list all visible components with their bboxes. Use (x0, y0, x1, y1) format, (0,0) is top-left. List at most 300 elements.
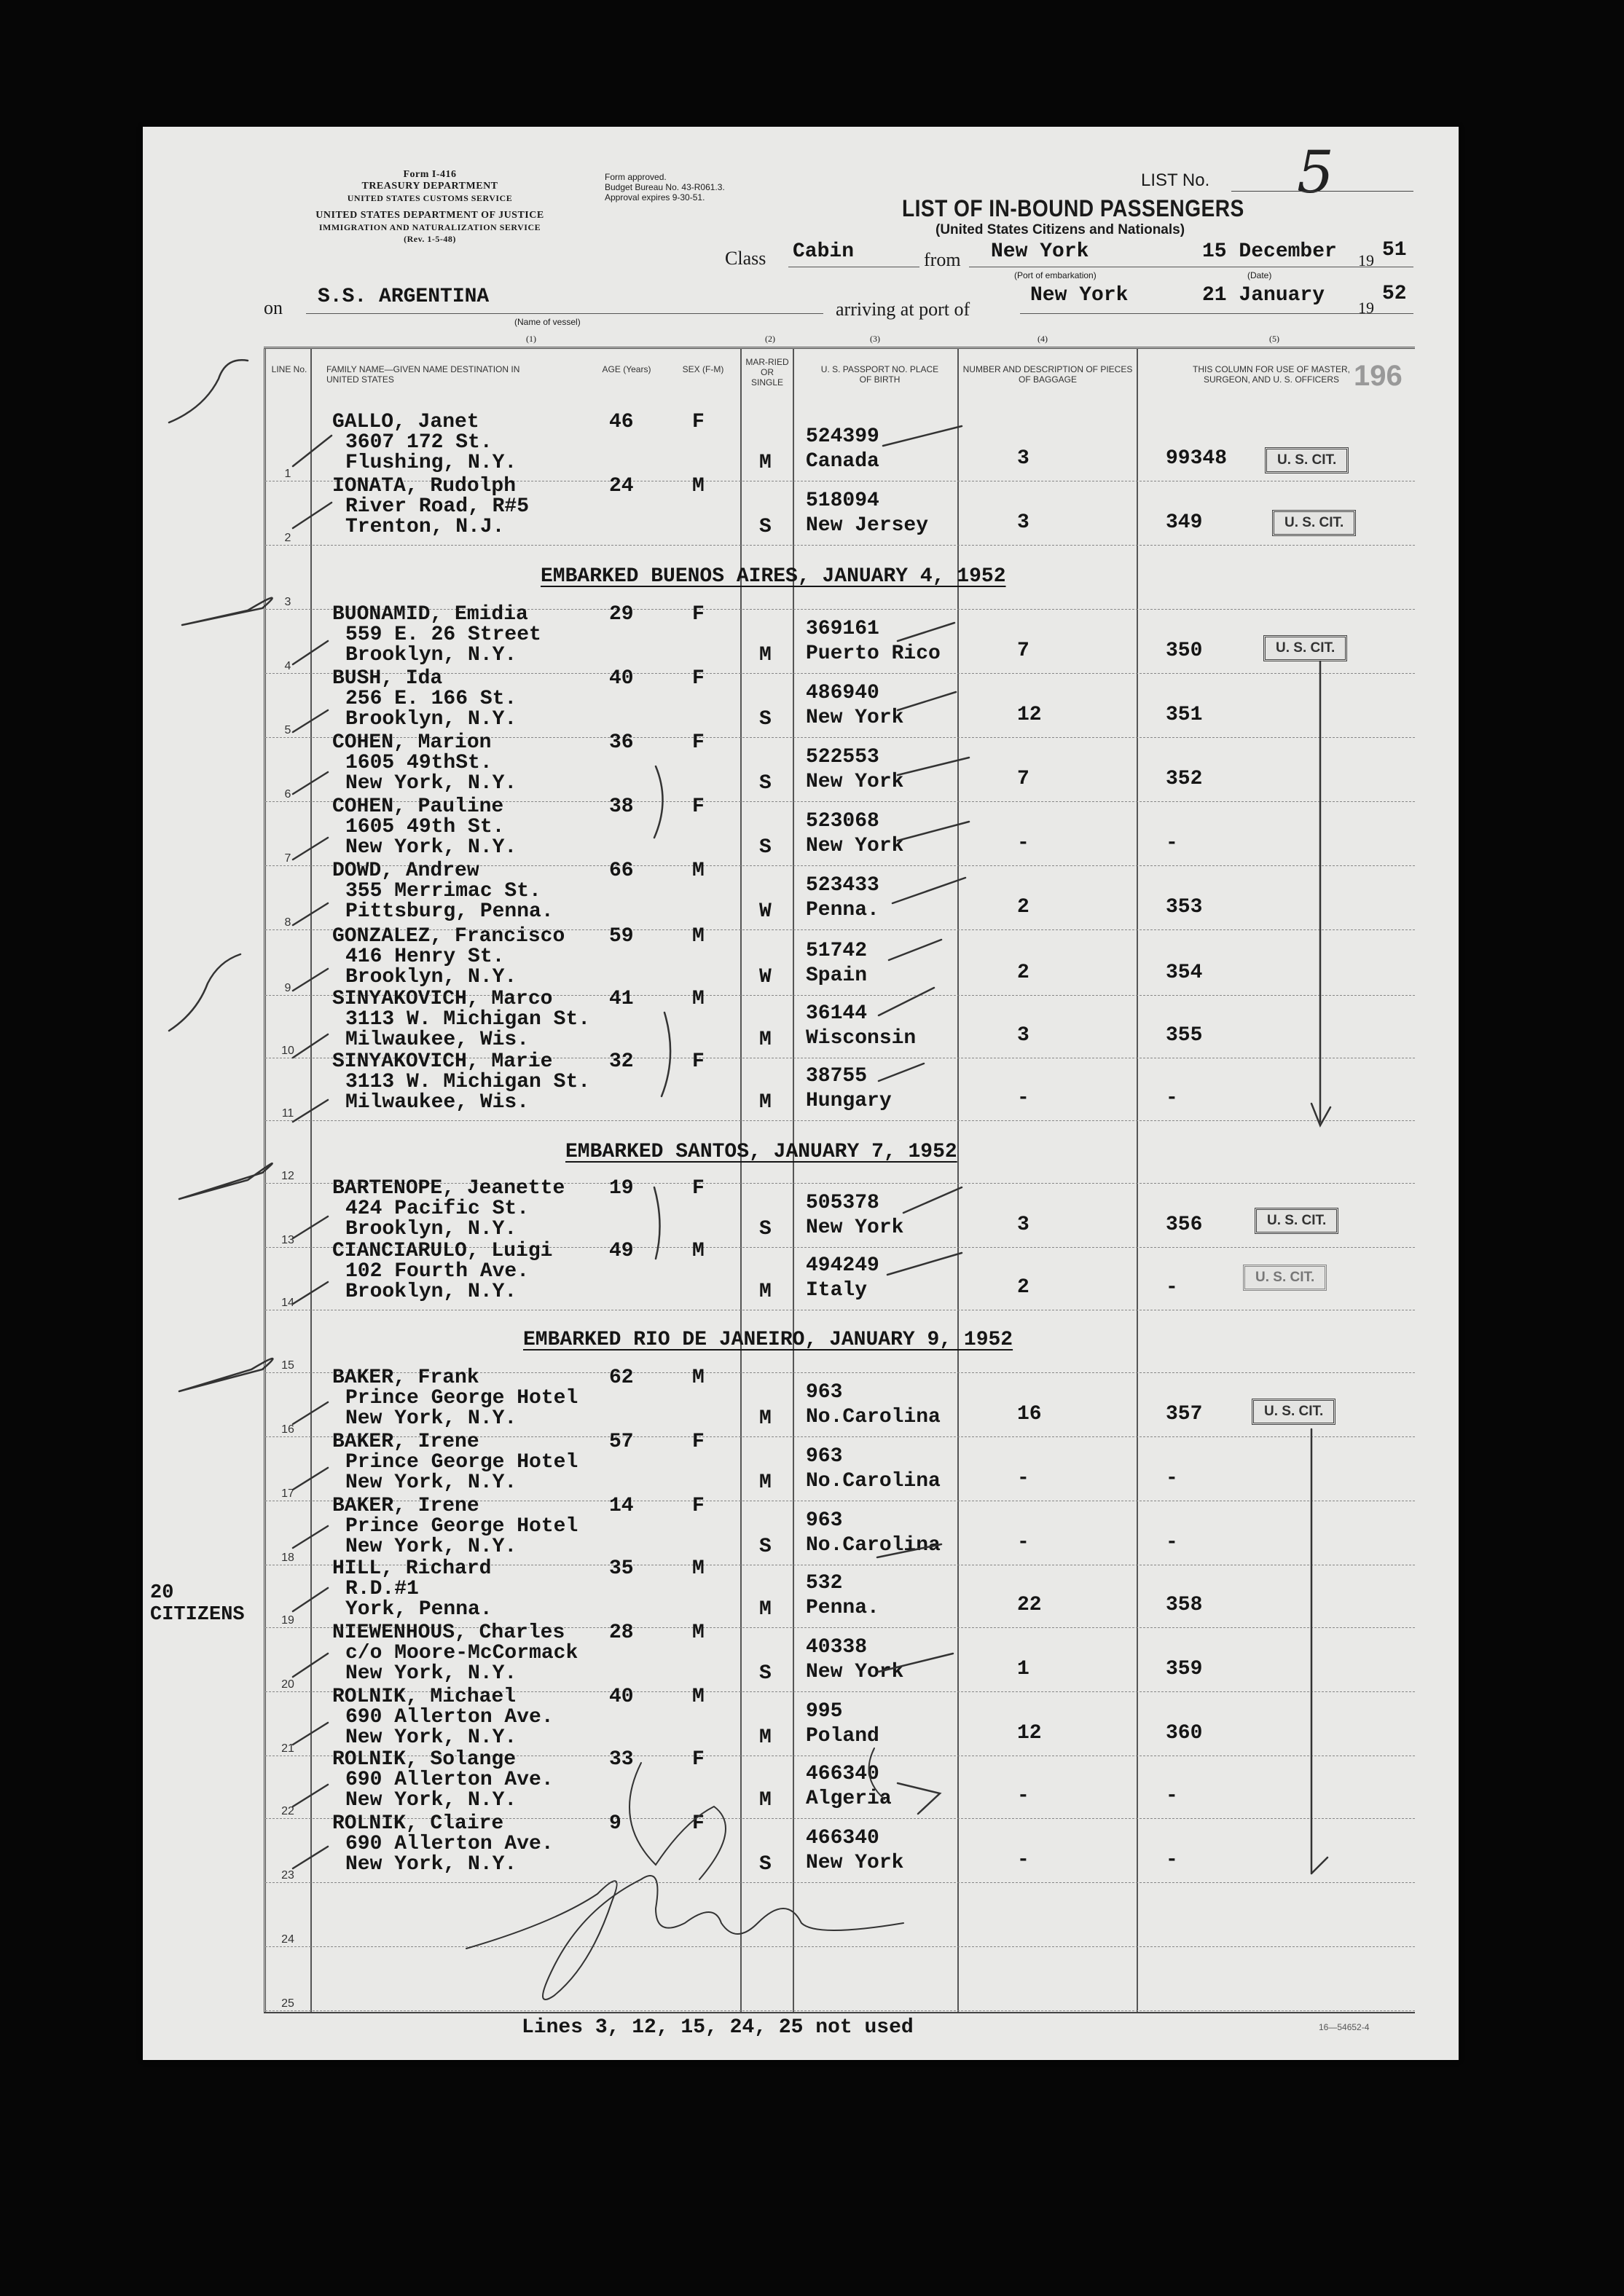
margin-slash (293, 1588, 328, 1745)
officer-number: 354 (1166, 962, 1203, 984)
birth-place: Italy (806, 1279, 868, 1302)
passenger-sex: M (692, 925, 705, 948)
passenger-age: 66 (609, 860, 634, 882)
margin-slash (293, 1785, 328, 1868)
passport-number: 51742 (806, 940, 868, 962)
passport-number: 522553 (806, 746, 879, 768)
birth-place: Canada (806, 450, 879, 473)
us-citizen-stamp: U. S. CIT. (1272, 510, 1356, 536)
passenger-age: 46 (609, 411, 634, 433)
birth-place: Hungary (806, 1090, 892, 1112)
line-number: 10 (281, 1045, 294, 1057)
budget-number: Budget Bureau No. 43-R061.3. (605, 182, 725, 192)
passenger-sex: F (692, 1431, 705, 1453)
baggage-count: 12 (1017, 1722, 1042, 1745)
bracket (654, 766, 663, 838)
arriving-label: arriving at port of (836, 299, 970, 320)
passenger-city: Flushing, N.Y. (345, 452, 517, 474)
passenger-street: 256 E. 166 St. (345, 688, 517, 710)
passenger-age: 19 (609, 1177, 634, 1200)
passenger-street: 1605 49th St. (345, 816, 505, 838)
passenger-street: 416 Henry St. (345, 945, 505, 968)
line-number: 2 (284, 532, 291, 544)
from-label: from (924, 249, 961, 270)
col-age-text: AGE (Years) (602, 364, 651, 374)
birth-place: Wisconsin (806, 1027, 917, 1050)
passenger-street: River Road, R#5 (345, 495, 530, 518)
passenger-name: COHEN, Pauline (332, 795, 504, 818)
passenger-sex: F (692, 1812, 705, 1835)
passenger-city: Brooklyn, N.Y. (345, 644, 517, 667)
passenger-city: New York, N.Y. (345, 772, 517, 795)
margin-squiggle (169, 360, 248, 422)
col-line-no: LINE No. (271, 364, 307, 374)
us-citizen-stamp: U. S. CIT. (1252, 1399, 1335, 1425)
passenger-name: BAKER, Irene (332, 1431, 479, 1453)
passenger-city: New York, N.Y. (345, 1853, 517, 1876)
class-label: Class (725, 248, 766, 269)
line-number: 22 (281, 1805, 294, 1817)
passenger-age: 29 (609, 603, 634, 626)
passport-number: 963 (806, 1445, 843, 1468)
passenger-street: 102 Fourth Ave. (345, 1260, 530, 1283)
passenger-city: Brooklyn, N.Y. (345, 966, 517, 988)
baggage-count: 7 (1017, 768, 1029, 790)
passenger-age: 32 (609, 1050, 634, 1073)
margin-slash (293, 1402, 328, 1548)
class-value: Cabin (793, 240, 855, 263)
passenger-marital-status: W (759, 900, 772, 923)
date-caption: (Date) (1247, 270, 1272, 280)
passenger-name: IONATA, Rudolph (332, 475, 517, 498)
birth-place: Penna. (806, 899, 879, 921)
passenger-marital-status: S (759, 1536, 772, 1558)
passenger-city: New York, N.Y. (345, 1471, 517, 1494)
line-number: 5 (284, 724, 291, 736)
passenger-city: Milwaukee, Wis. (345, 1091, 530, 1114)
passenger-marital-status: M (759, 1726, 772, 1749)
officers-number-stamp: 196 (1354, 360, 1403, 392)
passenger-age: 59 (609, 925, 634, 948)
bracket (654, 1187, 660, 1259)
baggage-count: 2 (1017, 1276, 1029, 1299)
baggage-count: - (1017, 1531, 1029, 1554)
passenger-marital-status: S (759, 1662, 772, 1685)
passenger-name: SINYAKOVICH, Marie (332, 1050, 553, 1073)
passenger-sex: M (692, 1367, 705, 1389)
margin-slash (293, 903, 328, 991)
bracket (662, 1013, 670, 1096)
margin-slash (293, 641, 328, 732)
passport-number: 524399 (806, 425, 879, 448)
officer-number: 350 (1166, 640, 1203, 662)
officer-number: 349 (1166, 511, 1203, 534)
print-code: 16—54652-4 (1319, 2022, 1370, 2032)
passenger-sex: F (692, 1177, 705, 1200)
column-number-3: (3) (870, 334, 880, 344)
signature (869, 1748, 884, 1799)
passenger-marital-status: M (759, 1029, 772, 1051)
passenger-city: New York, N.Y. (345, 1536, 517, 1558)
passenger-name: CIANCIARULO, Luigi (332, 1240, 553, 1262)
passenger-sex: M (692, 1557, 705, 1580)
passenger-street: R.D.#1 (345, 1578, 419, 1600)
passenger-street: 690 Allerton Ave. (345, 1833, 554, 1855)
passenger-sex: F (692, 1050, 705, 1073)
passenger-name: BAKER, Frank (332, 1367, 479, 1389)
col-name: FAMILY NAME—GIVEN NAME DESTINATION IN UNITED STATES (326, 364, 520, 385)
passport-number: 36144 (806, 1002, 868, 1025)
passenger-name: HILL, Richard (332, 1557, 492, 1580)
passenger-street: 559 E. 26 Street (345, 624, 541, 646)
passenger-name: SINYAKOVICH, Marco (332, 988, 553, 1010)
page-subtitle: (United States Citizens and Nationals) (935, 222, 1185, 237)
officer-number: - (1166, 1849, 1178, 1871)
passenger-street: c/o Moore-McCormack (345, 1642, 578, 1664)
passenger-marital-status: S (759, 1218, 772, 1241)
passenger-sex: M (692, 860, 705, 882)
unused-line-strike (179, 1359, 272, 1391)
passenger-marital-status: S (759, 836, 772, 859)
baggage-count: 3 (1017, 511, 1029, 534)
passenger-street: Prince George Hotel (345, 1451, 578, 1474)
passenger-marital-status: W (759, 966, 772, 988)
check-mark (898, 822, 969, 841)
officer-number: - (1166, 1785, 1178, 1807)
column-number-1: (1) (526, 334, 536, 344)
passenger-marital-status: M (759, 1091, 772, 1114)
from-port: New York (991, 240, 1089, 263)
vessel-caption: (Name of vessel) (514, 317, 581, 327)
passenger-age: 38 (609, 795, 634, 818)
line-number: 14 (281, 1297, 294, 1309)
check-mark (877, 1544, 941, 1557)
birth-place: New York (806, 771, 904, 793)
line-number: 4 (284, 660, 291, 672)
col-passport: U. S. PASSPORT NO. PLACE OF BIRTH (820, 364, 939, 385)
birth-place: Spain (806, 964, 868, 987)
rev-label: (Rev. 1-5-48) (404, 234, 456, 244)
margin-slash (293, 1034, 328, 1122)
passenger-name: DOWD, Andrew (332, 860, 479, 882)
column-number-2: (2) (765, 334, 775, 344)
line-number: 1 (284, 468, 291, 480)
passenger-marital-status: M (759, 1281, 772, 1303)
column-number-4: (4) (1037, 334, 1048, 344)
passenger-city: Brooklyn, N.Y. (345, 1218, 517, 1241)
passenger-age: 36 (609, 731, 634, 754)
from-date: 15 December (1202, 240, 1337, 263)
passenger-age: 57 (609, 1431, 634, 1453)
passenger-sex: M (692, 988, 705, 1010)
passenger-marital-status: S (759, 1853, 772, 1876)
check-mark (898, 692, 956, 710)
birth-place: New Jersey (806, 514, 929, 537)
baggage-count: 3 (1017, 1024, 1029, 1047)
check-mark (903, 1187, 962, 1213)
passenger-name: BUONAMID, Emidia (332, 603, 528, 626)
from-year-prefix: 19 (1358, 251, 1374, 270)
vessel-name: S.S. ARGENTINA (318, 286, 490, 308)
birth-place: New York (806, 1661, 904, 1683)
margin-slash (293, 772, 328, 860)
treasury-label: TREASURY DEPARTMENT (361, 181, 498, 192)
line-number: 18 (281, 1552, 294, 1564)
passenger-age: 49 (609, 1240, 634, 1262)
passport-number: 466340 (806, 1827, 879, 1849)
passenger-name: COHEN, Marion (332, 731, 492, 754)
officer-number: - (1166, 832, 1178, 854)
us-citizen-stamp: U. S. CIT. (1255, 1208, 1338, 1234)
officer-number: 360 (1166, 1722, 1203, 1745)
baggage-count: - (1017, 1467, 1029, 1490)
line-number: 15 (281, 1359, 294, 1372)
form-approved: Form approved. (605, 172, 667, 182)
passport-number: 523068 (806, 810, 879, 833)
line-number: 23 (281, 1869, 294, 1882)
line-number: 19 (281, 1614, 294, 1627)
passenger-street: 355 Merrimac St. (345, 880, 541, 903)
passenger-name: ROLNIK, Solange (332, 1748, 517, 1771)
check-mark (879, 988, 934, 1015)
passport-number: 963 (806, 1509, 843, 1532)
passenger-street: 3113 W. Michigan St. (345, 1071, 591, 1093)
passenger-name: GALLO, Janet (332, 411, 479, 433)
baggage-count: 16 (1017, 1403, 1042, 1426)
passenger-city: Pittsburg, Penna. (345, 900, 554, 923)
passenger-age: 28 (609, 1621, 634, 1644)
baggage-count: - (1017, 1087, 1029, 1109)
unused-line-strike (182, 598, 272, 625)
birth-place: New York (806, 1852, 904, 1874)
check-mark (893, 878, 965, 903)
passport-number: 532 (806, 1572, 843, 1595)
birth-place: Poland (806, 1725, 879, 1747)
passenger-sex: M (692, 1686, 705, 1708)
check-mark (898, 758, 969, 775)
baggage-count: 3 (1017, 1214, 1029, 1236)
passenger-age: 40 (609, 1686, 634, 1708)
margin-squiggle (169, 954, 240, 1031)
passenger-sex: F (692, 795, 705, 818)
birth-place: Puerto Rico (806, 642, 941, 665)
us-citizen-stamp: U. S. CIT. (1243, 1265, 1327, 1291)
passenger-age: 33 (609, 1748, 634, 1771)
banner-buenos-aires: EMBARKED BUENOS AIRES, JANUARY 4, 1952 (541, 565, 1006, 588)
passenger-sex: M (692, 1240, 705, 1262)
on-label: on (264, 297, 283, 318)
us-citizen-stamp: U. S. CIT. (1263, 635, 1347, 661)
line-number: 3 (284, 596, 291, 608)
passenger-city: York, Penna. (345, 1598, 493, 1621)
passenger-city: New York, N.Y. (345, 1726, 517, 1749)
arrival-year-prefix: 19 (1358, 299, 1374, 317)
birth-place: Penna. (806, 1597, 879, 1619)
officer-number: - (1166, 1467, 1178, 1490)
line-number: 17 (281, 1487, 294, 1500)
passport-number: 505378 (806, 1192, 879, 1214)
passenger-age: 14 (609, 1495, 634, 1517)
passenger-sex: F (692, 603, 705, 626)
passport-number: 486940 (806, 682, 879, 704)
passenger-age: 40 (609, 667, 634, 690)
passport-number: 369161 (806, 618, 879, 640)
birth-place: No.Carolina (806, 1534, 941, 1557)
list-no-label: LIST No. (1141, 170, 1210, 190)
birth-place: Algeria (806, 1788, 892, 1810)
baggage-count: - (1017, 1849, 1029, 1871)
signature (466, 1876, 903, 2000)
officer-number: 352 (1166, 768, 1203, 790)
birth-place: No.Carolina (806, 1406, 941, 1428)
passenger-age: 62 (609, 1367, 634, 1389)
passenger-name: BARTENOPE, Jeanette (332, 1177, 565, 1200)
officer-number: - (1166, 1531, 1178, 1554)
footer-note: Lines 3, 12, 15, 24, 25 not used (522, 2016, 914, 2039)
check-mark (887, 1253, 962, 1275)
passenger-sex: F (692, 731, 705, 754)
line-number: 12 (281, 1170, 294, 1182)
passenger-street: 1605 49thSt. (345, 752, 493, 774)
passenger-sex: F (692, 1748, 705, 1771)
justice-label: UNITED STATES DEPARTMENT OF JUSTICE (315, 210, 544, 221)
col-officers: THIS COLUMN FOR USE OF MASTER, SURGEON, AND U. S. OFFICERS (1192, 364, 1350, 385)
passenger-city: Trenton, N.J. (345, 516, 505, 538)
passenger-marital-status: M (759, 644, 772, 667)
line-number: 11 (281, 1107, 294, 1120)
officer-number: 358 (1166, 1594, 1203, 1616)
passenger-sex: F (692, 411, 705, 433)
column-number-5: (5) (1269, 334, 1279, 344)
line-number: 20 (281, 1678, 294, 1691)
port-caption: (Port of embarkation) (1014, 270, 1097, 280)
line-number: 25 (281, 1997, 294, 2010)
passenger-city: Brooklyn, N.Y. (345, 708, 517, 731)
line-number: 8 (284, 916, 291, 929)
line-number: 24 (281, 1933, 294, 1946)
check-mark (898, 1783, 940, 1814)
check-mark (898, 623, 954, 641)
margin-slash (293, 436, 332, 528)
passenger-city: Milwaukee, Wis. (345, 1029, 530, 1051)
baggage-count: 2 (1017, 962, 1029, 984)
margin-note-text: 20 CITIZENS (150, 1582, 245, 1626)
passenger-age: 24 (609, 475, 634, 498)
passenger-street: 690 Allerton Ave. (345, 1706, 554, 1729)
from-year: 51 (1382, 239, 1407, 262)
passenger-sex: F (692, 1495, 705, 1517)
passenger-street: 3113 W. Michigan St. (345, 1008, 591, 1031)
passenger-city: New York, N.Y. (345, 836, 517, 859)
officer-number: 355 (1166, 1024, 1203, 1047)
customs-label: UNITED STATES CUSTOMS SERVICE (347, 193, 513, 203)
passport-number: 963 (806, 1381, 843, 1404)
col-baggage: NUMBER AND DESCRIPTION OF PIECES OF BAGGAGE (962, 364, 1133, 385)
signature (629, 1763, 726, 1879)
immigration-label: IMMIGRATION AND NATURALIZATION SERVICE (318, 222, 541, 232)
passenger-name: NIEWENHOUS, Charles (332, 1621, 565, 1644)
baggage-count: 7 (1017, 640, 1029, 662)
margin-slash (293, 1216, 328, 1304)
arrival-year: 52 (1382, 283, 1407, 305)
birth-place: New York (806, 1216, 904, 1239)
passenger-marital-status: M (759, 452, 772, 474)
line-number: 6 (284, 788, 291, 801)
passport-number: 995 (806, 1700, 843, 1723)
passenger-city: New York, N.Y. (345, 1407, 517, 1430)
passport-number: 518094 (806, 490, 879, 512)
passport-number: 466340 (806, 1763, 879, 1785)
page-title: LIST OF IN-BOUND PASSENGERS (902, 195, 1244, 221)
banner-rio: EMBARKED RIO DE JANEIRO, JANUARY 9, 1952 (523, 1329, 1013, 1351)
passenger-name: ROLNIK, Michael (332, 1686, 517, 1708)
passenger-name: BAKER, Irene (332, 1495, 479, 1517)
birth-place: New York (806, 707, 904, 729)
line-number: 13 (281, 1234, 294, 1246)
unused-line-strike (179, 1163, 272, 1199)
passport-number: 38755 (806, 1065, 868, 1088)
birth-place: New York (806, 835, 904, 857)
passenger-sex: M (692, 475, 705, 498)
baggage-count: 3 (1017, 447, 1029, 470)
passenger-name: BUSH, Ida (332, 667, 443, 690)
bracket-arrow (1311, 661, 1330, 1125)
passenger-marital-status: S (759, 708, 772, 731)
baggage-count: 12 (1017, 704, 1042, 726)
passenger-city: New York, N.Y. (345, 1789, 517, 1812)
officer-number: 359 (1166, 1658, 1203, 1680)
passenger-age: 41 (609, 988, 634, 1010)
arrival-date: 21 January (1202, 284, 1325, 307)
officer-number: - (1166, 1276, 1178, 1299)
us-citizen-stamp: U. S. CIT. (1265, 447, 1349, 473)
officer-number: 356 (1166, 1214, 1203, 1236)
col-sex-text: SEX (F-M) (682, 364, 724, 374)
baggage-count: 2 (1017, 896, 1029, 919)
passenger-street: Prince George Hotel (345, 1515, 578, 1538)
bracket-arrow (1311, 1429, 1327, 1874)
passenger-name: ROLNIK, Claire (332, 1812, 504, 1835)
passport-number: 40338 (806, 1636, 868, 1659)
col-married: MAR-RIED OR SINGLE (745, 357, 789, 388)
baggage-count: - (1017, 832, 1029, 854)
officer-number: 357 (1166, 1403, 1203, 1426)
passenger-marital-status: M (759, 1598, 772, 1621)
passport-number: 494249 (806, 1254, 879, 1277)
officer-number: 99348 (1166, 447, 1228, 470)
officer-number: 351 (1166, 704, 1203, 726)
passenger-street: 3607 172 St. (345, 431, 493, 454)
passenger-street: Prince George Hotel (345, 1387, 578, 1410)
arrival-port: New York (1030, 284, 1129, 307)
form-number: Form I-416 (403, 169, 457, 180)
passenger-street: 690 Allerton Ave. (345, 1769, 554, 1791)
banner-santos: EMBARKED SANTOS, JANUARY 7, 1952 (565, 1141, 957, 1163)
passenger-age: 9 (609, 1812, 621, 1835)
passenger-city: New York, N.Y. (345, 1662, 517, 1685)
passenger-marital-status: M (759, 1407, 772, 1430)
line-number: 7 (284, 852, 291, 865)
officer-number: 353 (1166, 896, 1203, 919)
passport-number: 523433 (806, 874, 879, 897)
passenger-sex: F (692, 667, 705, 690)
line-number: 21 (281, 1742, 294, 1755)
check-mark (879, 1064, 924, 1081)
passenger-marital-status: S (759, 516, 772, 538)
passenger-city: Brooklyn, N.Y. (345, 1281, 517, 1303)
birth-place: No.Carolina (806, 1470, 941, 1493)
passenger-marital-status: M (759, 1471, 772, 1494)
